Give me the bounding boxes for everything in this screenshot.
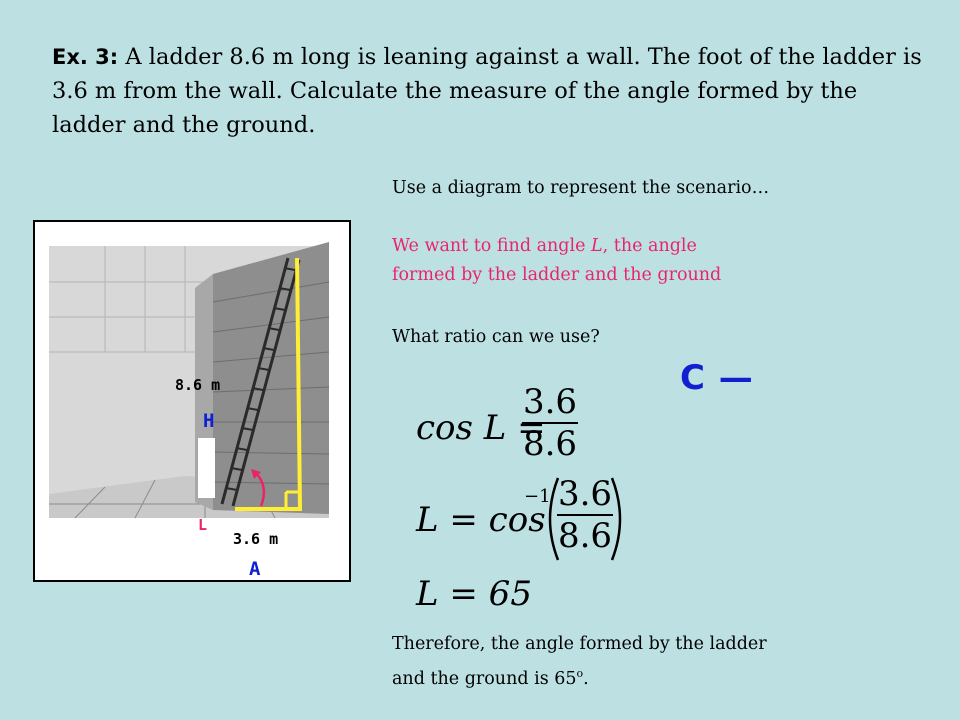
adjacent-label: A — [249, 558, 261, 580]
equation-2-fraction — [557, 476, 613, 554]
angle-label: L — [198, 516, 208, 534]
conclusion-line-2: and the ground is 65$^o$. — [392, 667, 589, 689]
equation-1-lhs: cos L = — [416, 408, 546, 448]
equation-2-lhs: L = cos — [416, 500, 546, 540]
eq2-numerator: 3.6 — [557, 474, 613, 514]
goal-line-2: formed by the ladder and the ground — [392, 265, 722, 285]
ratio-answer: C — — [680, 358, 754, 398]
equation-2-exponent: −1 — [524, 486, 551, 507]
adjacent-length: 3.6 m — [233, 530, 279, 548]
eq1-numerator: 3.6 — [522, 382, 578, 422]
problem-text: A ladder 8.6 m long is leaning against a wall. The foot of the ladder is 3.6 m from the wall. Calculate the measure of the angle formed by the ladder and the ground. — [52, 44, 922, 138]
problem-statement — [52, 40, 922, 142]
example-label: Ex. 3: — [52, 45, 119, 69]
ladder-wall-illustration — [35, 222, 349, 580]
angle-variable: L — [591, 236, 603, 256]
ladder-diagram — [33, 220, 351, 582]
hypotenuse-length: 8.6 m — [175, 376, 221, 394]
hypotenuse-label: H — [203, 410, 215, 432]
diagram-prompt: Use a diagram to represent the scenario… — [392, 178, 770, 198]
goal-line-1: We want to find angle L, the angle — [392, 236, 697, 256]
equation-3: L = 65 — [416, 574, 532, 614]
eq1-denominator: 8.6 — [522, 424, 578, 464]
conclusion-line-1: Therefore, the angle formed by the ladder — [392, 634, 767, 654]
eq2-denominator: 8.6 — [557, 516, 613, 556]
equation-1-fraction — [522, 384, 578, 462]
degree-symbol: o — [576, 667, 584, 680]
ratio-question: What ratio can we use? — [392, 327, 600, 347]
